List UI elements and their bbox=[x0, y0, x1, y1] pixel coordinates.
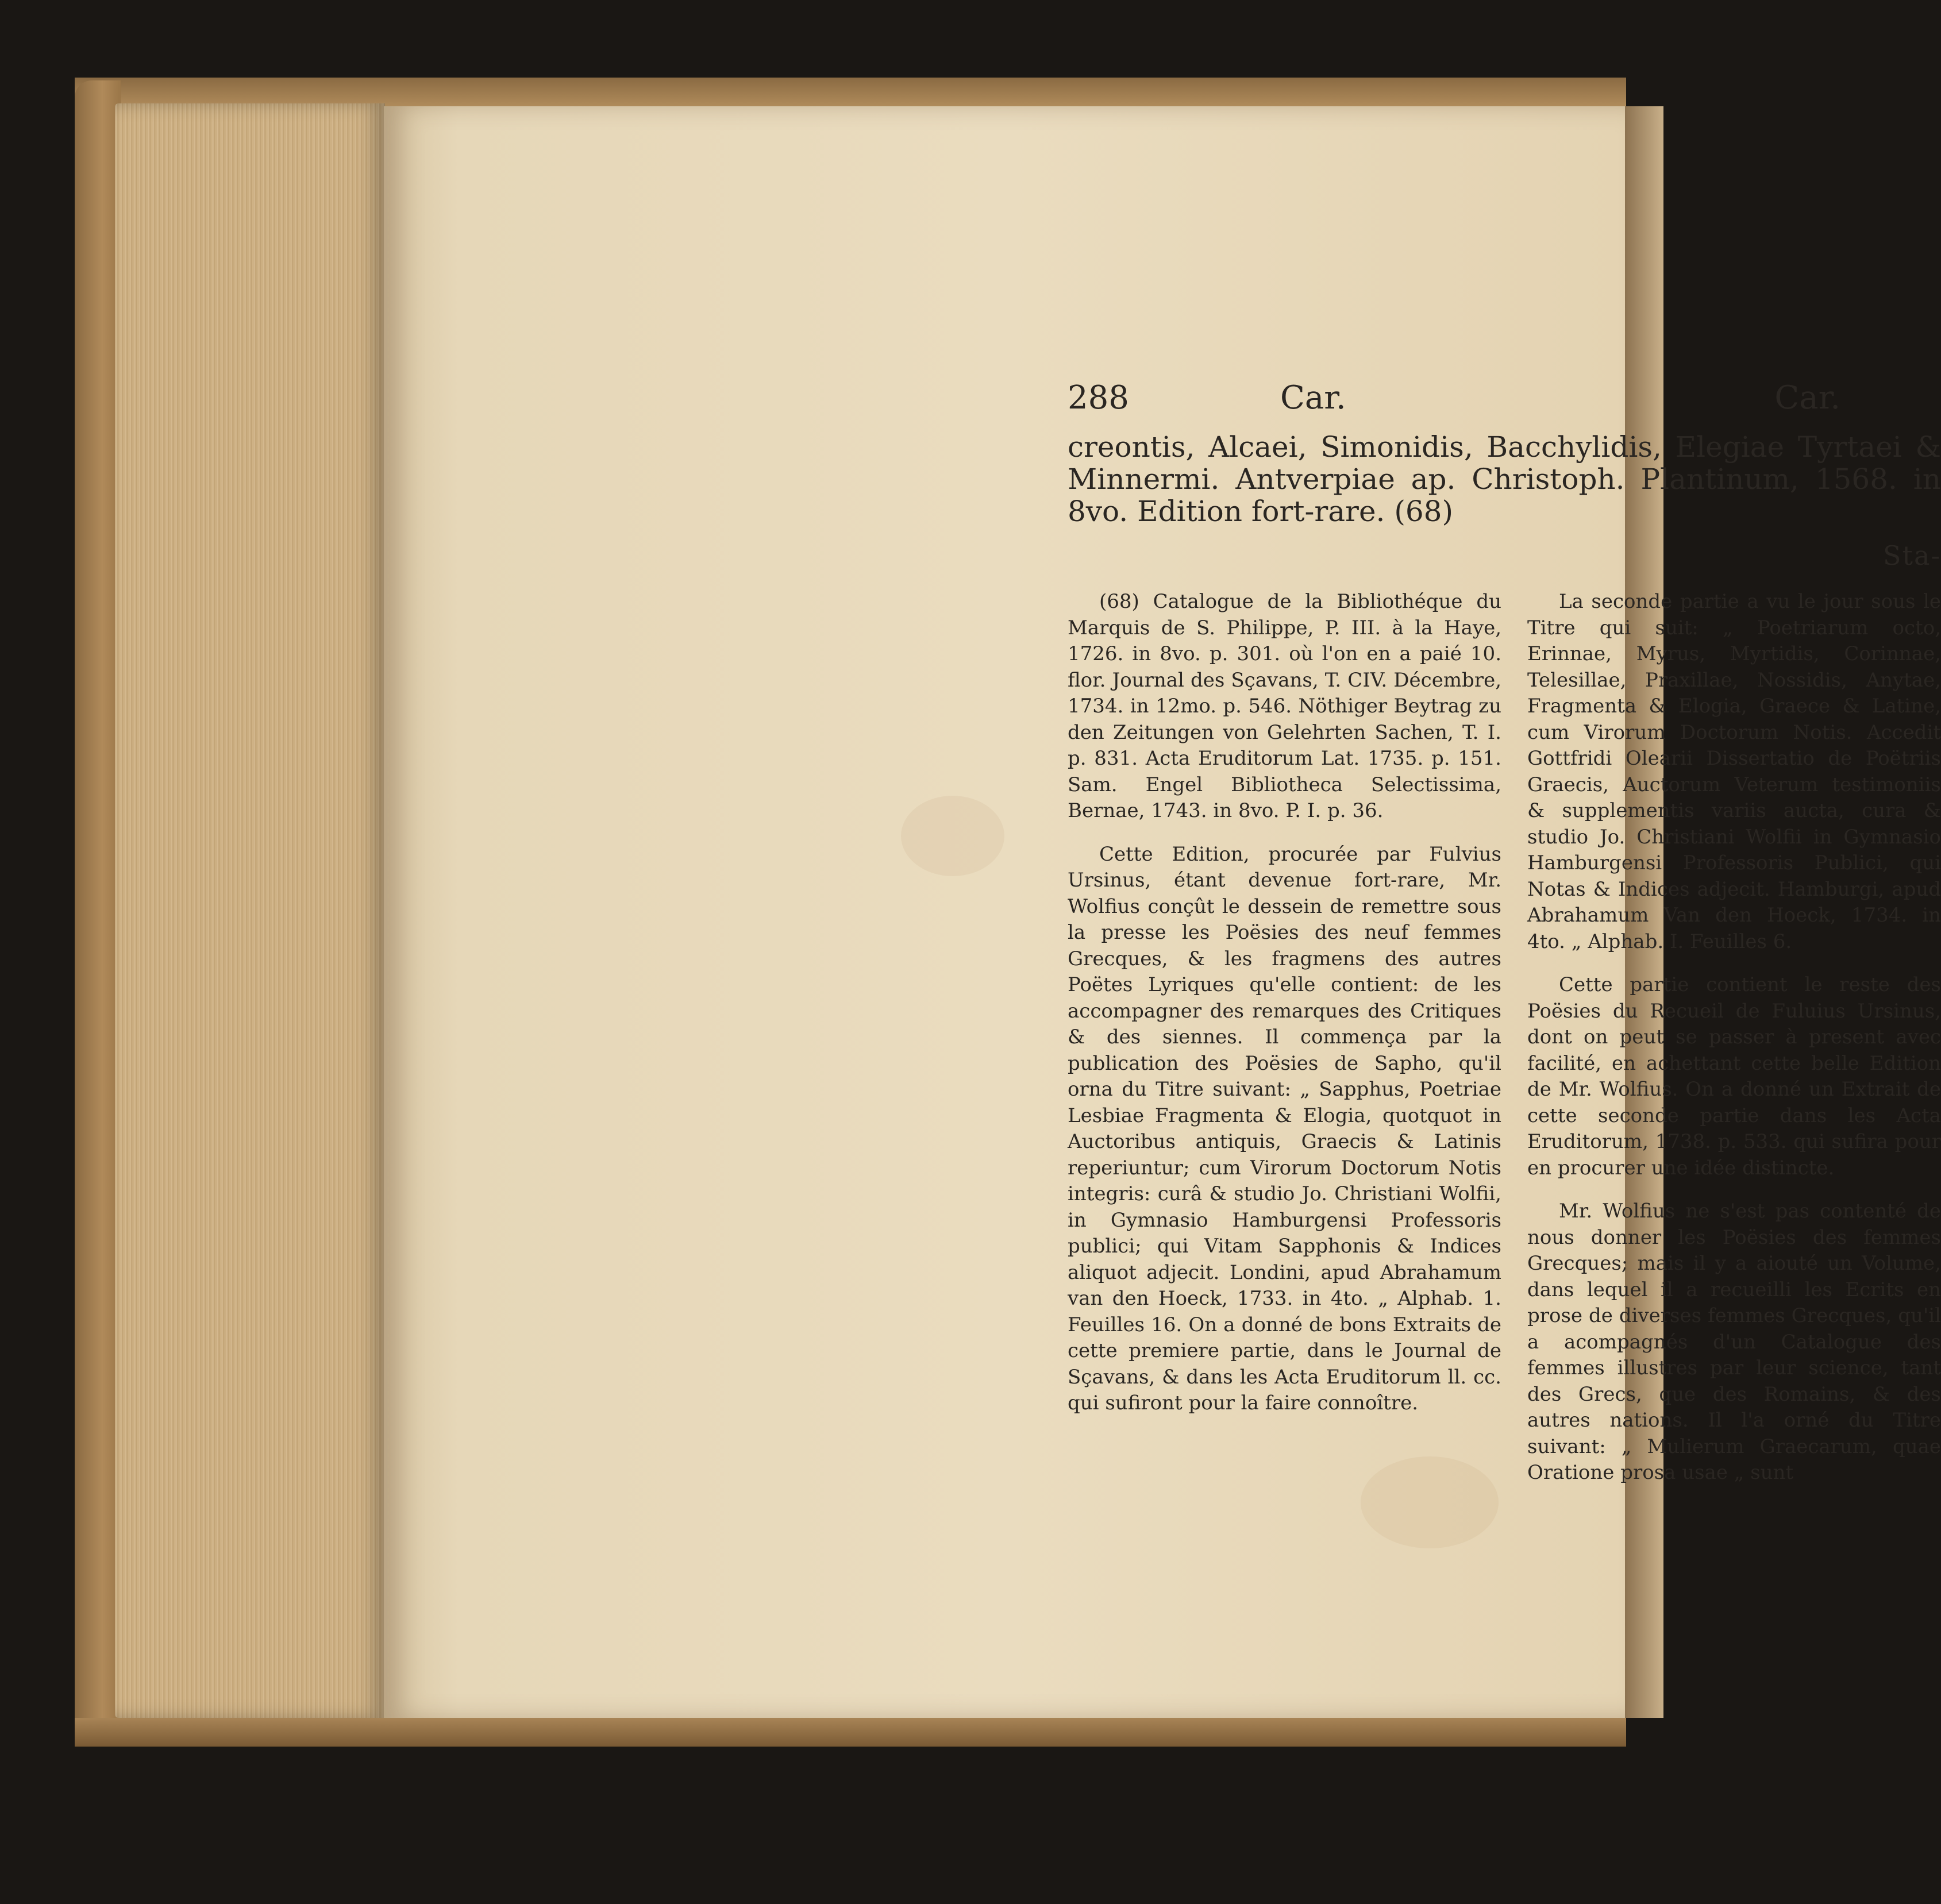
footnote-paragraph: (68) Catalogue de la Bibliothéque du Marquis de S. Philippe, P. III. à la Haye, 1726. in 8vo. p. 301. où l'on en a paié 10. flor. Journal des Sçavans, T. CIV. Décembre, 1734. in 12mo. p. 546. Nöthiger Beytrag zu den Zeitungen von Gelehrten Sachen, T. I. p. 831. Acta Eruditorum Lat. 1735. p. 151. Sam. Engel Bibliotheca Selectissima, Bernae, 1743. in 8vo. P. I. p. 36. bbox=[1068, 590, 1501, 822]
right-column bbox=[1527, 589, 1941, 1504]
left-column bbox=[1068, 589, 1501, 1434]
catchword: Sta- bbox=[1883, 540, 1941, 571]
main-entry-text: creontis, Alcaei, Simonidis, Bacchylidis, Elegiae Tyrtaei & Minnermi. Antverpiae ap. Christoph. Plantinum, 1568. in 8vo. Edition fort-rare. (68) bbox=[1068, 430, 1941, 528]
body-paragraph: Cette partie contient le reste des Poësies du Recueil de Fuluius Ursinus, dont on peut se passer à present avec facilité, en achettant cette belle Edition de Mr. Wolfius. On a donné un Extrait de cette seconde partie dans les Acta Eruditorum, 1738. p. 533. qui sufira pour en procurer une idée distincte. bbox=[1527, 973, 1941, 1180]
book-cover-spine bbox=[75, 80, 121, 1735]
body-paragraph: Mr. Wolfius ne s'est pas contenté de nous donner les Poësies des femmes Grecques; mais il y a aiouté un Volume, dans lequel il a recueilli les Ecrits en prose de diverses femmes Grecques, qu'il a acompagnés d'un Catalogue des femmes illustres par leur science, tant des Grecs, que des Romains, & des autres nations. Il l'a orné du Titre suivant: „ Mulierum Graecarum, quae Oratione prosa usae „ sunt bbox=[1527, 1200, 1941, 1484]
running-head-left: Car. bbox=[1280, 379, 1346, 417]
running-head bbox=[1068, 379, 1941, 425]
body-paragraph: La seconde partie a vu le jour sous le Titre qui suit: „ Poetriarum octo, Erinnae, Myrus, Myrtidis, Corinnae, Telesillae, Praxillae, Nossidis, Anytae, Fragmenta & Elogia, Graece & Latine, cum Virorum Doctorum Notis. Accedit Gottfridi Olearii Dissertatio de Poëtriis Graecis, Auctorum Veterum testimoniis & supplementis variis aucta, cura & studio Jo. Christiani Wolfii in Gymnasio Hamburgensi Professoris Publici, qui Notas & Indices adjecit. Hamburgi, apud Abrahamum Van den Hoeck, 1734. in 4to. „ Alphab. I. Feuilles 6. bbox=[1527, 590, 1941, 953]
page-number: 288 bbox=[1068, 379, 1129, 417]
printed-page bbox=[384, 106, 1941, 1718]
paper-stain bbox=[1361, 1456, 1499, 1548]
book-cover-bottom-edge bbox=[75, 1718, 1626, 1747]
body-paragraph: Cette Edition, procurée par Fulvius Ursinus, étant devenue fort-rare, Mr. Wolfius conçût le dessein de remettre sous la presse les Poësies des neuf femmes Grecques, & les fragmens des autres Poëtes Lyriques qu'elle contient: de les accompagner des remarques des Critiques & des siennes. Il commença par la publication des Poësies de Sapho, qu'il orna du Titre suivant: „ Sapphus, Poetriae Lesbiae Fragmenta & Elogia, quotquot in Auctoribus antiquis, Graecis & Latinis reperiuntur; cum Virorum Doctorum Notis integris: curâ & studio Jo. Christiani Wolfii, in Gymnasio Hamburgensi Professoris publici; qui Vitam Sapphonis & Indices aliquot adjecit. Londini, apud Abrahamum van den Hoeck, 1733. in 4to. „ Alphab. 1. Feuilles 16. On a donné de bons Extraits de cette premiere partie, dans le Journal de Sçavans, & dans les Acta Eruditorum ll. cc. qui sufiront pour la faire connoître. bbox=[1068, 842, 1501, 1414]
running-head-right: Car. bbox=[1774, 379, 1840, 417]
paper-stain bbox=[901, 796, 1004, 876]
page-block-edges bbox=[115, 103, 385, 1718]
